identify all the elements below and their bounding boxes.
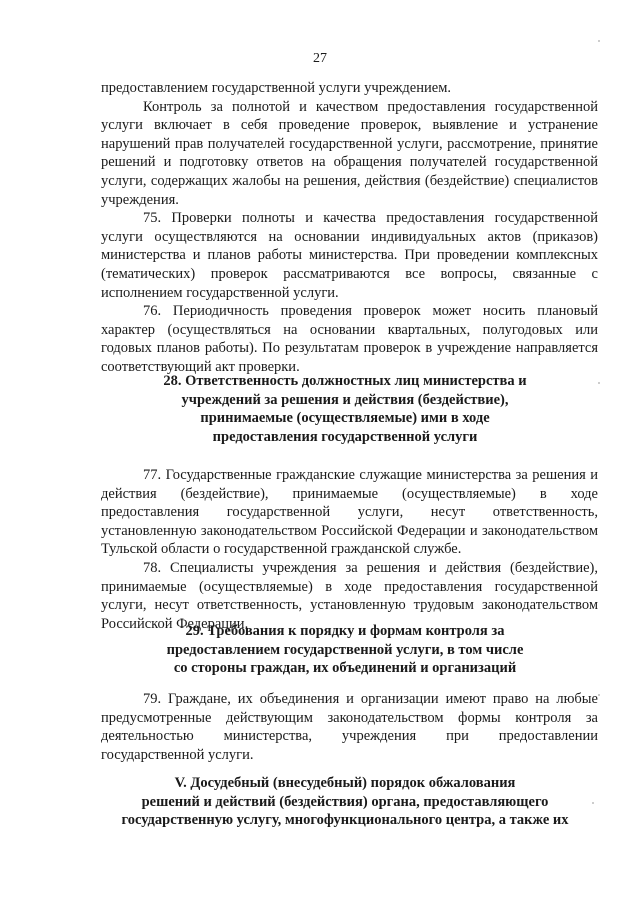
heading-29-line-2: предоставлением государственной услуги, в том числе (166, 641, 524, 658)
heading-v-line-3: государственную услугу, многофункционального центра, а также их (121, 812, 569, 829)
scan-speck (598, 382, 600, 384)
section-block-3 (101, 690, 598, 764)
page-number: 27 (313, 51, 327, 66)
paragraph-76: 76. Периодичность проведения проверок может носить плановый характер (осуществляться на основании квартальных, полугодовых или годовых планов работы). По результатам проверок в учреждение направляется соответствующий акт проверки. (101, 303, 598, 375)
scan-speck (592, 802, 594, 804)
heading-28 (80, 372, 610, 446)
paragraph-79: 79. Граждане, их объединения и организации имеют право на любые предусмотренные действующим законодательством формы контроля за деятельностью министерства, учреждения при предоставлении государственной услуги. (101, 691, 598, 763)
heading-28-line-2: учреждений за решения и действия (бездействие), (181, 391, 509, 408)
heading-28-line-4: предоставления государственной услуги (212, 428, 478, 445)
heading-29 (80, 622, 610, 678)
paragraph-75: 75. Проверки полноты и качества предоставления государственной услуги осуществляются на основании индивидуальных актов (приказов) министерства и планов работы министерства. При проведении комплексных (тематических) проверок рассматриваются все вопросы, связанные с исполнением государственной услуги. (101, 210, 598, 301)
heading-28-line-3: принимаемые (осуществляемые) ими в ходе (200, 410, 490, 427)
heading-v-line-2: решений и действий (бездействия) органа, предоставляющего (141, 793, 549, 810)
paragraph-control: Контроль за полнотой и качеством предоставления государственной услуги включает в себя проведение проверок, выявление и устранение нарушений прав получателей государственной услуги, рассмотрение, принятие решений и подготовку ответов на обращения получателей государственной услуги, содержащих жалобы на решения, действия (бездействие) специалистов учреждения. (101, 98, 598, 208)
paragraph-77: 77. Государственные гражданские служащие министерства за решения и действия (бездействие), принимаемые (осуществляемые) в ходе предоставления государственной услуги, несут ответственность, установленную законодательством Российской Федерации и законодательством Тульской области о государственной гражданской службе. (101, 467, 598, 558)
paragraph-continuation: предоставлением государственной услуги учреждением. (101, 80, 451, 96)
paragraph-78: 78. Специалисты учреждения за решения и действия (бездействие), принимаемые (осуществляемые) в ходе предоставления государственной услуги, несут ответственность, установленную трудовым законодательством Российской Федерации. (101, 559, 598, 632)
heading-28-line-1: 28. Ответственность должностных лиц министерства и (163, 373, 527, 389)
heading-v (80, 774, 610, 830)
heading-29-line-1: 29. Требования к порядку и формам контроля за (185, 623, 505, 639)
section-block-1 (101, 79, 598, 377)
scan-speck (598, 694, 600, 696)
heading-v-line-1: V. Досудебный (внесудебный) порядок обжалования (174, 775, 516, 791)
scan-speck (598, 40, 600, 42)
heading-29-line-3: со стороны граждан, их объединений и организаций (173, 660, 517, 677)
section-block-2 (101, 466, 598, 633)
